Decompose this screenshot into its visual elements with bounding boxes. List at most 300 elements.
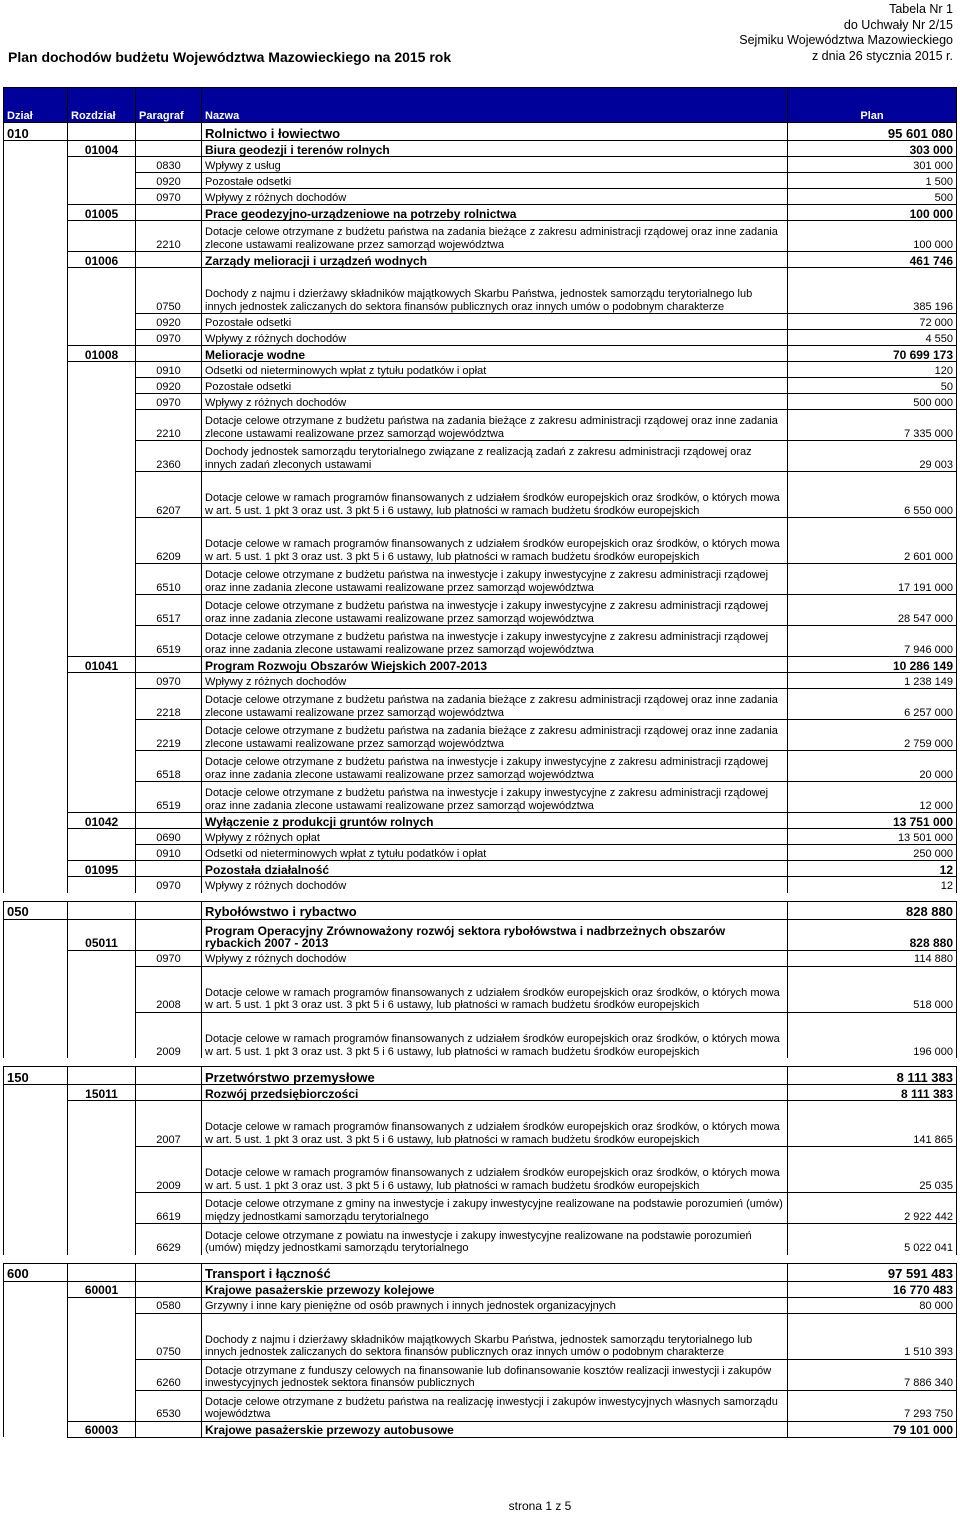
dzial-code — [4, 205, 68, 221]
paragraf-code: 0580 — [136, 1297, 202, 1313]
dzial-code — [4, 657, 68, 673]
plan-amount: 250 000 — [788, 845, 957, 861]
item-name: Wpływy z usług — [202, 157, 788, 173]
item-name: Dotacje celowe otrzymane z budżetu państwa na realizację inwestycji i zakupów inwestycyjnych własnych samorządu województwa — [202, 1390, 788, 1421]
item-name: Dotacje otrzymane z funduszy celowych na finansowanie lub dofinansowanie kosztów realizacji inwestycji i zakupów inwestycyjnych jednostek sektora finansów publicznych — [202, 1359, 788, 1390]
spacer-cell — [68, 1058, 136, 1067]
item-name: Dotacje celowe w ramach programów finansowanych z udziałem środków europejskich oraz środków, o których mowa w art. 5 ust. 1 pkt 3 oraz ust. 3 pkt 5 i 6 ustawy, lub płatności w ramach budżetu środków europejskich — [202, 472, 788, 518]
rozdzial-code: 01006 — [68, 252, 136, 268]
dzial-code — [4, 813, 68, 829]
paragraf-code — [136, 141, 202, 157]
item-name: Dotacje celowe otrzymane z budżetu państwa na inwestycje i zakupy inwestycyjne z zakresu administracji rządowej oraz inne zadania zlecone ustawami realizowane przez samorząd województwa — [202, 626, 788, 657]
plan-amount: 16 770 483 — [788, 1281, 957, 1297]
plan-amount: 6 550 000 — [788, 472, 957, 518]
rozdzial-row — [4, 205, 957, 221]
item-name: Pozostała działalność — [202, 861, 788, 877]
paragraf-row — [4, 441, 957, 472]
rozdzial-code — [68, 720, 136, 751]
paragraf-code — [136, 657, 202, 673]
plan-amount: 28 547 000 — [788, 595, 957, 626]
rozdzial-row — [4, 1281, 957, 1297]
dzial-code — [4, 314, 68, 330]
resolution-date: z dnia 26 stycznia 2015 r. — [811, 48, 953, 63]
dzial-code — [4, 950, 68, 966]
item-name: Grzywny i inne kary pieniężne od osób prawnych i innych jednostek organizacyjnych — [202, 1297, 788, 1313]
paragraf-row — [4, 1224, 957, 1255]
rozdzial-code — [68, 441, 136, 472]
paragraf-row — [4, 1313, 957, 1359]
rozdzial-row — [4, 813, 957, 829]
rozdzial-code: 01041 — [68, 657, 136, 673]
paragraf-code: 0690 — [136, 829, 202, 845]
plan-amount: 12 — [788, 877, 957, 893]
dzial-code — [4, 1101, 68, 1147]
spacer-cell — [202, 1058, 788, 1067]
paragraf-code: 2007 — [136, 1101, 202, 1147]
rozdzial-code — [68, 564, 136, 595]
rozdzial-code — [68, 1297, 136, 1313]
paragraf-code: 6519 — [136, 782, 202, 813]
item-name: Dotacje celowe w ramach programów finansowanych z udziałem środków europejskich oraz środków, o których mowa w art. 5 ust. 1 pkt 3 oraz ust. 3 pkt 5 i 6 ustawy, lub płatności w ramach budżetu środków europejskich — [202, 1012, 788, 1058]
paragraf-code: 0920 — [136, 173, 202, 189]
plan-amount: 7 946 000 — [788, 626, 957, 657]
paragraf-code: 2210 — [136, 221, 202, 252]
dzial-code — [4, 1313, 68, 1359]
plan-amount: 301 000 — [788, 157, 957, 173]
plan-amount: 500 000 — [788, 394, 957, 410]
dzial-code — [4, 720, 68, 751]
paragraf-code: 6519 — [136, 626, 202, 657]
paragraf-row — [4, 394, 957, 410]
item-name: Wpływy z różnych dochodów — [202, 189, 788, 205]
spacer-cell — [68, 893, 136, 902]
rozdzial-code — [68, 378, 136, 394]
paragraf-code: 2009 — [136, 1012, 202, 1058]
table-header — [4, 88, 957, 123]
plan-amount: 141 865 — [788, 1101, 957, 1147]
rozdzial-row — [4, 346, 957, 362]
rozdzial-code — [68, 626, 136, 657]
dzial-code — [4, 268, 68, 314]
col-rozdzial: Rozdział — [68, 88, 136, 123]
rozdzial-code — [68, 157, 136, 173]
rozdzial-code — [68, 1147, 136, 1193]
rozdzial-code — [68, 1390, 136, 1421]
plan-amount: 10 286 149 — [788, 657, 957, 673]
item-name: Dotacje celowe w ramach programów finansowanych z udziałem środków europejskich oraz środków, o których mowa w art. 5 ust. 1 pkt 3 oraz ust. 3 pkt 5 i 6 ustawy, lub płatności w ramach budżetu środków europejskich — [202, 966, 788, 1012]
col-plan: Plan — [788, 88, 957, 123]
item-name: Wpływy z różnych dochodów — [202, 330, 788, 346]
item-name: Dotacje celowe otrzymane z gminy na inwestycje i zakupy inwestycyjne realizowane na podstawie porozumień (umów) między jednostkami samorządu terytorialnego — [202, 1193, 788, 1224]
item-name: Zarządy melioracji i urządzeń wodnych — [202, 252, 788, 268]
rozdzial-code — [68, 221, 136, 252]
table-number: Tabela Nr 1 — [889, 2, 953, 16]
rozdzial-code: 01095 — [68, 861, 136, 877]
paragraf-row — [4, 564, 957, 595]
paragraf-code — [136, 252, 202, 268]
dzial-code — [4, 1224, 68, 1255]
paragraf-row — [4, 966, 957, 1012]
paragraf-row — [4, 518, 957, 564]
paragraf-code: 6518 — [136, 751, 202, 782]
paragraf-code: 0920 — [136, 314, 202, 330]
rozdzial-code — [68, 1101, 136, 1147]
dzial-code — [4, 1297, 68, 1313]
dzial-row — [4, 123, 957, 141]
paragraf-row — [4, 157, 957, 173]
plan-amount: 95 601 080 — [788, 123, 957, 141]
section-spacer — [4, 893, 957, 902]
item-name: Dotacje celowe w ramach programów finansowanych z udziałem środków europejskich oraz środków, o których mowa w art. 5 ust. 1 pkt 3 oraz ust. 3 pkt 5 i 6 ustawy, lub płatności w ramach budżetu środków europejskich — [202, 1101, 788, 1147]
dzial-code — [4, 595, 68, 626]
rozdzial-code — [68, 673, 136, 689]
rozdzial-code — [68, 829, 136, 845]
dzial-code — [4, 626, 68, 657]
item-name: Rozwój przedsiębiorczości — [202, 1085, 788, 1101]
plan-amount: 17 191 000 — [788, 564, 957, 595]
paragraf-row — [4, 782, 957, 813]
rozdzial-code — [68, 1263, 136, 1281]
spacer-cell — [4, 1058, 68, 1067]
rozdzial-code — [68, 751, 136, 782]
paragraf-code: 6510 — [136, 564, 202, 595]
item-name: Pozostałe odsetki — [202, 173, 788, 189]
dzial-code — [4, 518, 68, 564]
item-name: Pozostałe odsetki — [202, 314, 788, 330]
dzial-code — [4, 1421, 68, 1437]
paragraf-code: 0970 — [136, 394, 202, 410]
item-name: Dotacje celowe w ramach programów finansowanych z udziałem środków europejskich oraz środków, o których mowa w art. 5 ust. 1 pkt 3 oraz ust. 3 pkt 5 i 6 ustawy, lub płatności w ramach budżetu środków europejskich — [202, 518, 788, 564]
dzial-code — [4, 919, 68, 950]
col-paragraf: Paragraf — [136, 88, 202, 123]
rozdzial-code — [68, 394, 136, 410]
dzial-code — [4, 673, 68, 689]
dzial-code — [4, 362, 68, 378]
item-name: Wpływy z różnych dochodów — [202, 950, 788, 966]
table-body — [4, 123, 957, 1438]
plan-amount: 7 293 750 — [788, 1390, 957, 1421]
dzial-row — [4, 1067, 957, 1085]
rozdzial-code: 15011 — [68, 1085, 136, 1101]
paragraf-row — [4, 472, 957, 518]
item-name: Dotacje celowe otrzymane z budżetu państwa na zadania bieżące z zakresu administracji rządowej oraz inne zadania zlecone ustawami realizowane przez samorząd województwa — [202, 720, 788, 751]
spacer-cell — [4, 893, 68, 902]
rozdzial-code — [68, 314, 136, 330]
plan-amount: 5 022 041 — [788, 1224, 957, 1255]
rozdzial-code — [68, 330, 136, 346]
rozdzial-row — [4, 252, 957, 268]
paragraf-code: 6260 — [136, 1359, 202, 1390]
plan-amount: 50 — [788, 378, 957, 394]
rozdzial-row — [4, 657, 957, 673]
paragraf-row — [4, 673, 957, 689]
plan-amount: 70 699 173 — [788, 346, 957, 362]
rozdzial-code — [68, 1193, 136, 1224]
dzial-code — [4, 157, 68, 173]
item-name: Odsetki od nieterminowych wpłat z tytułu podatków i opłat — [202, 362, 788, 378]
spacer-cell — [68, 1255, 136, 1264]
paragraf-row — [4, 720, 957, 751]
dzial-code — [4, 689, 68, 720]
paragraf-row — [4, 1297, 957, 1313]
dzial-code — [4, 1085, 68, 1101]
paragraf-row — [4, 829, 957, 845]
paragraf-code: 0970 — [136, 330, 202, 346]
plan-amount: 196 000 — [788, 1012, 957, 1058]
item-name: Prace geodezyjno-urządzeniowe na potrzeby rolnictwa — [202, 205, 788, 221]
plan-amount: 2 759 000 — [788, 720, 957, 751]
plan-amount: 20 000 — [788, 751, 957, 782]
dzial-code — [4, 1359, 68, 1390]
dzial-code — [4, 221, 68, 252]
dzial-code — [4, 1012, 68, 1058]
paragraf-code: 2219 — [136, 720, 202, 751]
paragraf-code: 0970 — [136, 673, 202, 689]
spacer-cell — [788, 1058, 957, 1067]
rozdzial-code — [68, 362, 136, 378]
rozdzial-code — [68, 877, 136, 893]
plan-amount: 12 — [788, 861, 957, 877]
col-nazwa: Nazwa — [202, 88, 788, 123]
plan-amount: 461 746 — [788, 252, 957, 268]
dzial-code — [4, 966, 68, 1012]
item-name: Odsetki od nieterminowych wpłat z tytułu podatków i opłat — [202, 845, 788, 861]
paragraf-row — [4, 1359, 957, 1390]
plan-amount: 303 000 — [788, 141, 957, 157]
paragraf-code: 2360 — [136, 441, 202, 472]
plan-amount: 97 591 483 — [788, 1263, 957, 1281]
dzial-code — [4, 877, 68, 893]
plan-amount: 13 501 000 — [788, 829, 957, 845]
paragraf-code: 0750 — [136, 268, 202, 314]
item-name: Dotacje celowe otrzymane z budżetu państwa na inwestycje i zakupy inwestycyjne z zakresu administracji rządowej oraz inne zadania zlecone ustawami realizowane przez samorząd województwa — [202, 564, 788, 595]
dzial-code — [4, 1281, 68, 1297]
plan-amount: 2 922 442 — [788, 1193, 957, 1224]
spacer-cell — [136, 1058, 202, 1067]
paragraf-code: 0830 — [136, 157, 202, 173]
rozdzial-code: 01008 — [68, 346, 136, 362]
rozdzial-code: 01004 — [68, 141, 136, 157]
rozdzial-code — [68, 173, 136, 189]
item-name: Dotacje celowe otrzymane z powiatu na inwestycje i zakupy inwestycyjne realizowane na podstawie porozumień (umów) między jednostkami samorządu terytorialnego — [202, 1224, 788, 1255]
paragraf-code — [136, 1263, 202, 1281]
paragraf-code: 6629 — [136, 1224, 202, 1255]
plan-amount: 385 196 — [788, 268, 957, 314]
dzial-code — [4, 564, 68, 595]
dzial-code — [4, 330, 68, 346]
plan-amount: 7 886 340 — [788, 1359, 957, 1390]
paragraf-code — [136, 205, 202, 221]
plan-amount: 828 880 — [788, 919, 957, 950]
plan-amount: 500 — [788, 189, 957, 205]
paragraf-code — [136, 1281, 202, 1297]
rozdzial-code — [68, 268, 136, 314]
item-name: Pozostałe odsetki — [202, 378, 788, 394]
spacer-cell — [788, 1255, 957, 1264]
paragraf-row — [4, 173, 957, 189]
item-name: Dotacje celowe w ramach programów finansowanych z udziałem środków europejskich oraz środków, o których mowa w art. 5 ust. 1 pkt 3 oraz ust. 3 pkt 5 i 6 ustawy, lub płatności w ramach budżetu środków europejskich — [202, 1147, 788, 1193]
paragraf-code: 0910 — [136, 362, 202, 378]
dzial-code — [4, 829, 68, 845]
spacer-cell — [788, 893, 957, 902]
item-name: Transport i łączność — [202, 1263, 788, 1281]
paragraf-row — [4, 314, 957, 330]
plan-amount: 1 510 393 — [788, 1313, 957, 1359]
rozdzial-row — [4, 919, 957, 950]
dzial-row — [4, 901, 957, 919]
rozdzial-code — [68, 123, 136, 141]
paragraf-row — [4, 1012, 957, 1058]
item-name: Dotacje celowe otrzymane z budżetu państwa na zadania bieżące z zakresu administracji rządowej oraz inne zadania zlecone ustawami realizowane przez samorząd województwa — [202, 410, 788, 441]
rozdzial-code — [68, 410, 136, 441]
resolution-reference — [739, 2, 953, 64]
item-name: Dotacje celowe otrzymane z budżetu państwa na zadania bieżące z zakresu administracji rządowej oraz inne zadania zlecone ustawami realizowane przez samorząd województwa — [202, 221, 788, 252]
plan-amount: 25 035 — [788, 1147, 957, 1193]
dzial-row — [4, 1263, 957, 1281]
dzial-code — [4, 441, 68, 472]
paragraf-code: 0750 — [136, 1313, 202, 1359]
paragraf-row — [4, 626, 957, 657]
col-dzial: Dział — [4, 88, 68, 123]
dzial-code: 050 — [4, 901, 68, 919]
paragraf-code: 0970 — [136, 950, 202, 966]
rozdzial-code — [68, 472, 136, 518]
plan-amount: 8 111 383 — [788, 1067, 957, 1085]
paragraf-code: 6207 — [136, 472, 202, 518]
plan-amount: 13 751 000 — [788, 813, 957, 829]
plan-amount: 8 111 383 — [788, 1085, 957, 1101]
paragraf-code — [136, 1085, 202, 1101]
dzial-code — [4, 861, 68, 877]
plan-amount: 2 601 000 — [788, 518, 957, 564]
paragraf-row — [4, 751, 957, 782]
plan-amount: 1 238 149 — [788, 673, 957, 689]
item-name: Dochody jednostek samorządu terytorialnego związane z realizacją zadań z zakresu administracji rządowej oraz innych zadań zleconych ustawami — [202, 441, 788, 472]
paragraf-row — [4, 1101, 957, 1147]
plan-amount: 120 — [788, 362, 957, 378]
item-name: Dotacje celowe otrzymane z budżetu państwa na zadania bieżące z zakresu administracji rządowej oraz inne zadania zlecone ustawami realizowane przez samorząd województwa — [202, 689, 788, 720]
spacer-cell — [136, 1255, 202, 1264]
resolution-number: do Uchwały Nr 2/15 — [843, 17, 953, 32]
paragraf-code: 6517 — [136, 595, 202, 626]
dzial-code — [4, 394, 68, 410]
plan-amount: 100 000 — [788, 221, 957, 252]
rozdzial-code: 05011 — [68, 919, 136, 950]
dzial-code — [4, 751, 68, 782]
paragraf-code — [136, 901, 202, 919]
paragraf-row — [4, 362, 957, 378]
item-name: Wpływy z różnych dochodów — [202, 877, 788, 893]
spacer-cell — [202, 1255, 788, 1264]
paragraf-row — [4, 1390, 957, 1421]
rozdzial-code — [68, 1359, 136, 1390]
plan-amount: 12 000 — [788, 782, 957, 813]
paragraf-row — [4, 845, 957, 861]
dzial-code — [4, 252, 68, 268]
paragraf-code — [136, 1067, 202, 1085]
rozdzial-code — [68, 689, 136, 720]
paragraf-code — [136, 346, 202, 362]
paragraf-row — [4, 189, 957, 205]
rozdzial-code — [68, 782, 136, 813]
plan-amount: 7 335 000 — [788, 410, 957, 441]
rozdzial-code: 01042 — [68, 813, 136, 829]
rozdzial-code — [68, 901, 136, 919]
dzial-code — [4, 410, 68, 441]
plan-amount: 1 500 — [788, 173, 957, 189]
item-name: Program Rozwoju Obszarów Wiejskich 2007-2013 — [202, 657, 788, 673]
paragraf-code: 2210 — [136, 410, 202, 441]
dzial-code — [4, 1193, 68, 1224]
dzial-code — [4, 782, 68, 813]
paragraf-row — [4, 378, 957, 394]
budget-table — [3, 87, 957, 1438]
item-name: Melioracje wodne — [202, 346, 788, 362]
item-name: Dochody z najmu i dzierżawy składników majątkowych Skarbu Państwa, jednostek samorządu terytorialnego lub innych jednostek zaliczanych do sektora finansów publicznych oraz innych umów o podobnym charakterze — [202, 268, 788, 314]
rozdzial-row — [4, 1085, 957, 1101]
paragraf-row — [4, 268, 957, 314]
dzial-code: 150 — [4, 1067, 68, 1085]
paragraf-row — [4, 330, 957, 346]
plan-amount: 100 000 — [788, 205, 957, 221]
plan-amount: 6 257 000 — [788, 689, 957, 720]
paragraf-row — [4, 221, 957, 252]
page-number: strona 1 z 5 — [508, 1499, 572, 1513]
item-name: Krajowe pasażerskie przewozy kolejowe — [202, 1281, 788, 1297]
item-name: Wpływy z różnych opłat — [202, 829, 788, 845]
paragraf-code: 2008 — [136, 966, 202, 1012]
plan-amount: 80 000 — [788, 1297, 957, 1313]
rozdzial-code — [68, 845, 136, 861]
rozdzial-code — [68, 595, 136, 626]
dzial-code — [4, 346, 68, 362]
item-name: Biura geodezji i terenów rolnych — [202, 141, 788, 157]
rozdzial-code: 60001 — [68, 1281, 136, 1297]
rozdzial-code — [68, 950, 136, 966]
paragraf-row — [4, 1147, 957, 1193]
item-name: Dotacje celowe otrzymane z budżetu państwa na inwestycje i zakupy inwestycyjne z zakresu administracji rządowej oraz inne zadania zlecone ustawami realizowane przez samorząd województwa — [202, 751, 788, 782]
dzial-code — [4, 1147, 68, 1193]
rozdzial-row — [4, 141, 957, 157]
spacer-cell — [136, 893, 202, 902]
rozdzial-code — [68, 966, 136, 1012]
plan-amount: 79 101 000 — [788, 1421, 957, 1437]
item-name: Rybołówstwo i rybactwo — [202, 901, 788, 919]
paragraf-code — [136, 919, 202, 950]
document-title: Plan dochodów budżetu Województwa Mazowieckiego na 2015 rok — [8, 49, 452, 65]
rozdzial-code — [68, 1224, 136, 1255]
paragraf-row — [4, 689, 957, 720]
item-name: Krajowe pasażerskie przewozy autobusowe — [202, 1421, 788, 1437]
dzial-code — [4, 141, 68, 157]
rozdzial-code — [68, 1012, 136, 1058]
paragraf-code: 0910 — [136, 845, 202, 861]
paragraf-code: 6619 — [136, 1193, 202, 1224]
paragraf-row — [4, 410, 957, 441]
paragraf-row — [4, 1193, 957, 1224]
rozdzial-row — [4, 861, 957, 877]
plan-amount: 114 880 — [788, 950, 957, 966]
item-name: Wpływy z różnych dochodów — [202, 394, 788, 410]
issuing-body: Sejmiku Województwa Mazowieckiego — [739, 33, 953, 47]
paragraf-code: 2218 — [136, 689, 202, 720]
item-name: Rolnictwo i łowiectwo — [202, 123, 788, 141]
paragraf-code — [136, 861, 202, 877]
dzial-code — [4, 845, 68, 861]
paragraf-code — [136, 1421, 202, 1437]
dzial-code — [4, 189, 68, 205]
item-name: Program Operacyjny Zrównoważony rozwój sektora rybołówstwa i nadbrzeżnych obszarów rybackich 2007 - 2013 — [202, 919, 788, 950]
